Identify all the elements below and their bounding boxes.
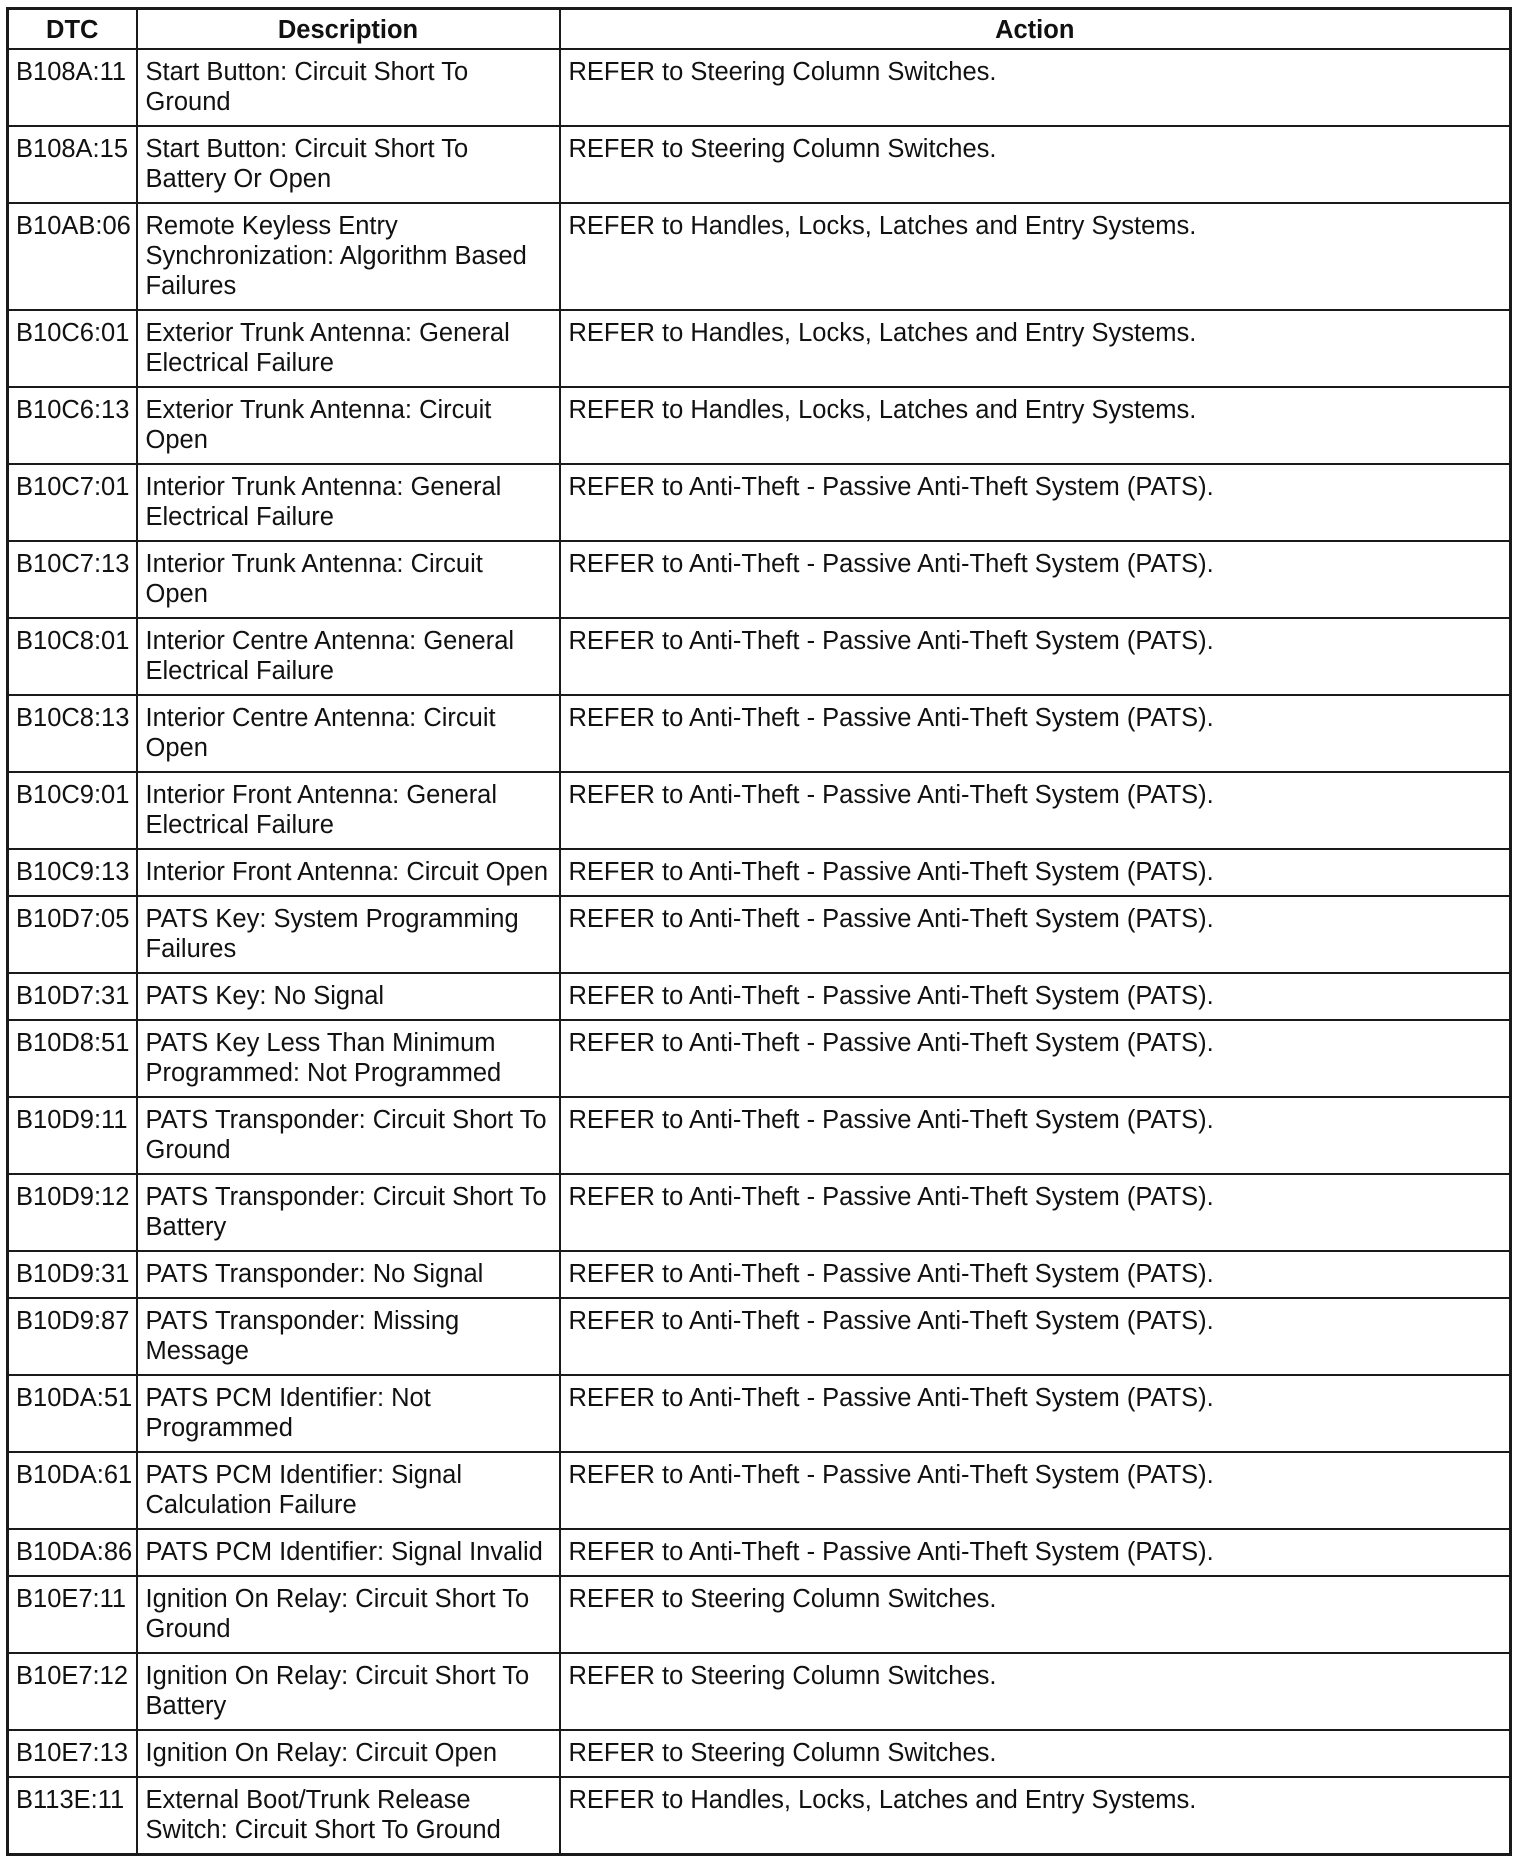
dtc-code-cell: B10DA:51	[8, 1375, 137, 1452]
description-cell: PATS PCM Identifier: Signal Invalid	[137, 1529, 560, 1576]
table-row	[8, 618, 1511, 695]
action-cell: REFER to Handles, Locks, Latches and Entry Systems.	[560, 1777, 1511, 1855]
table-row	[8, 1529, 1511, 1576]
description-cell: Ignition On Relay: Circuit Open	[137, 1730, 560, 1777]
dtc-code-cell: B10D9:31	[8, 1251, 137, 1298]
table-row	[8, 126, 1511, 203]
action-cell: REFER to Anti-Theft - Passive Anti-Theft System (PATS).	[560, 695, 1511, 772]
table-row	[8, 1653, 1511, 1730]
dtc-code-cell: B113E:11	[8, 1777, 137, 1855]
description-cell: PATS Transponder: Circuit Short To Battery	[137, 1174, 560, 1251]
dtc-code-cell: B10C9:01	[8, 772, 137, 849]
action-cell: REFER to Handles, Locks, Latches and Entry Systems.	[560, 203, 1511, 310]
table-row	[8, 1097, 1511, 1174]
description-cell: Interior Trunk Antenna: General Electrical Failure	[137, 464, 560, 541]
action-cell: REFER to Steering Column Switches.	[560, 126, 1511, 203]
action-cell: REFER to Steering Column Switches.	[560, 1730, 1511, 1777]
description-cell: PATS Transponder: Missing Message	[137, 1298, 560, 1375]
table-row	[8, 695, 1511, 772]
dtc-code-cell: B10D9:87	[8, 1298, 137, 1375]
dtc-code-cell: B10D9:12	[8, 1174, 137, 1251]
dtc-code-cell: B10C7:13	[8, 541, 137, 618]
description-cell: Start Button: Circuit Short To Battery Or Open	[137, 126, 560, 203]
description-cell: PATS PCM Identifier: Not Programmed	[137, 1375, 560, 1452]
table-row	[8, 387, 1511, 464]
header-description: Description	[137, 9, 560, 49]
action-cell: REFER to Anti-Theft - Passive Anti-Theft System (PATS).	[560, 464, 1511, 541]
action-cell: REFER to Anti-Theft - Passive Anti-Theft System (PATS).	[560, 896, 1511, 973]
description-cell: Ignition On Relay: Circuit Short To Ground	[137, 1576, 560, 1653]
action-cell: REFER to Steering Column Switches.	[560, 49, 1511, 126]
description-cell: Interior Front Antenna: Circuit Open	[137, 849, 560, 896]
dtc-code-cell: B10C8:01	[8, 618, 137, 695]
dtc-table	[6, 7, 1512, 1856]
action-cell: REFER to Anti-Theft - Passive Anti-Theft System (PATS).	[560, 772, 1511, 849]
dtc-code-cell: B108A:11	[8, 49, 137, 126]
action-cell: REFER to Steering Column Switches.	[560, 1576, 1511, 1653]
table-row	[8, 973, 1511, 1020]
action-cell: REFER to Anti-Theft - Passive Anti-Theft System (PATS).	[560, 1529, 1511, 1576]
table-row	[8, 772, 1511, 849]
action-cell: REFER to Anti-Theft - Passive Anti-Theft System (PATS).	[560, 618, 1511, 695]
action-cell: REFER to Anti-Theft - Passive Anti-Theft System (PATS).	[560, 1251, 1511, 1298]
action-cell: REFER to Anti-Theft - Passive Anti-Theft System (PATS).	[560, 1375, 1511, 1452]
table-row	[8, 896, 1511, 973]
table-row	[8, 1298, 1511, 1375]
table-row	[8, 1174, 1511, 1251]
table-row	[8, 310, 1511, 387]
description-cell: PATS Key Less Than Minimum Programmed: Not Programmed	[137, 1020, 560, 1097]
dtc-code-cell: B10E7:12	[8, 1653, 137, 1730]
description-cell: PATS PCM Identifier: Signal Calculation Failure	[137, 1452, 560, 1529]
dtc-code-cell: B10DA:86	[8, 1529, 137, 1576]
description-cell: PATS Key: No Signal	[137, 973, 560, 1020]
dtc-code-cell: B10C9:13	[8, 849, 137, 896]
action-cell: REFER to Anti-Theft - Passive Anti-Theft System (PATS).	[560, 973, 1511, 1020]
table-row	[8, 1576, 1511, 1653]
action-cell: REFER to Anti-Theft - Passive Anti-Theft System (PATS).	[560, 849, 1511, 896]
description-cell: Interior Centre Antenna: Circuit Open	[137, 695, 560, 772]
dtc-code-cell: B10C6:13	[8, 387, 137, 464]
table-row	[8, 541, 1511, 618]
action-cell: REFER to Handles, Locks, Latches and Entry Systems.	[560, 310, 1511, 387]
dtc-code-cell: B10C8:13	[8, 695, 137, 772]
dtc-code-cell: B10D8:51	[8, 1020, 137, 1097]
header-row	[8, 9, 1511, 49]
dtc-code-cell: B108A:15	[8, 126, 137, 203]
dtc-code-cell: B10C6:01	[8, 310, 137, 387]
description-cell: Ignition On Relay: Circuit Short To Battery	[137, 1653, 560, 1730]
action-cell: REFER to Anti-Theft - Passive Anti-Theft System (PATS).	[560, 1298, 1511, 1375]
action-cell: REFER to Anti-Theft - Passive Anti-Theft System (PATS).	[560, 1097, 1511, 1174]
action-cell: REFER to Anti-Theft - Passive Anti-Theft System (PATS).	[560, 541, 1511, 618]
description-cell: Start Button: Circuit Short To Ground	[137, 49, 560, 126]
action-cell: REFER to Anti-Theft - Passive Anti-Theft System (PATS).	[560, 1452, 1511, 1529]
table-row	[8, 849, 1511, 896]
table-row	[8, 203, 1511, 310]
table-row	[8, 1020, 1511, 1097]
dtc-code-cell: B10E7:13	[8, 1730, 137, 1777]
description-cell: Exterior Trunk Antenna: General Electrical Failure	[137, 310, 560, 387]
action-cell: REFER to Handles, Locks, Latches and Entry Systems.	[560, 387, 1511, 464]
table-row	[8, 1452, 1511, 1529]
description-cell: Interior Centre Antenna: General Electrical Failure	[137, 618, 560, 695]
action-cell: REFER to Anti-Theft - Passive Anti-Theft System (PATS).	[560, 1020, 1511, 1097]
table-body	[8, 49, 1511, 1855]
table-row	[8, 464, 1511, 541]
description-cell: Interior Front Antenna: General Electrical Failure	[137, 772, 560, 849]
dtc-code-cell: B10D9:11	[8, 1097, 137, 1174]
description-cell: Remote Keyless Entry Synchronization: Algorithm Based Failures	[137, 203, 560, 310]
description-cell: External Boot/Trunk Release Switch: Circuit Short To Ground	[137, 1777, 560, 1855]
dtc-code-cell: B10C7:01	[8, 464, 137, 541]
action-cell: REFER to Steering Column Switches.	[560, 1653, 1511, 1730]
table-row	[8, 49, 1511, 126]
description-cell: Interior Trunk Antenna: Circuit Open	[137, 541, 560, 618]
dtc-code-cell: B10AB:06	[8, 203, 137, 310]
table-row	[8, 1730, 1511, 1777]
description-cell: PATS Transponder: Circuit Short To Ground	[137, 1097, 560, 1174]
dtc-code-cell: B10E7:11	[8, 1576, 137, 1653]
table-row	[8, 1375, 1511, 1452]
description-cell: Exterior Trunk Antenna: Circuit Open	[137, 387, 560, 464]
table-header	[8, 9, 1511, 49]
table-row	[8, 1251, 1511, 1298]
dtc-code-cell: B10D7:05	[8, 896, 137, 973]
header-action: Action	[560, 9, 1511, 49]
action-cell: REFER to Anti-Theft - Passive Anti-Theft System (PATS).	[560, 1174, 1511, 1251]
dtc-code-cell: B10DA:61	[8, 1452, 137, 1529]
description-cell: PATS Key: System Programming Failures	[137, 896, 560, 973]
description-cell: PATS Transponder: No Signal	[137, 1251, 560, 1298]
header-dtc: DTC	[8, 9, 137, 49]
dtc-code-cell: B10D7:31	[8, 973, 137, 1020]
table-row	[8, 1777, 1511, 1855]
